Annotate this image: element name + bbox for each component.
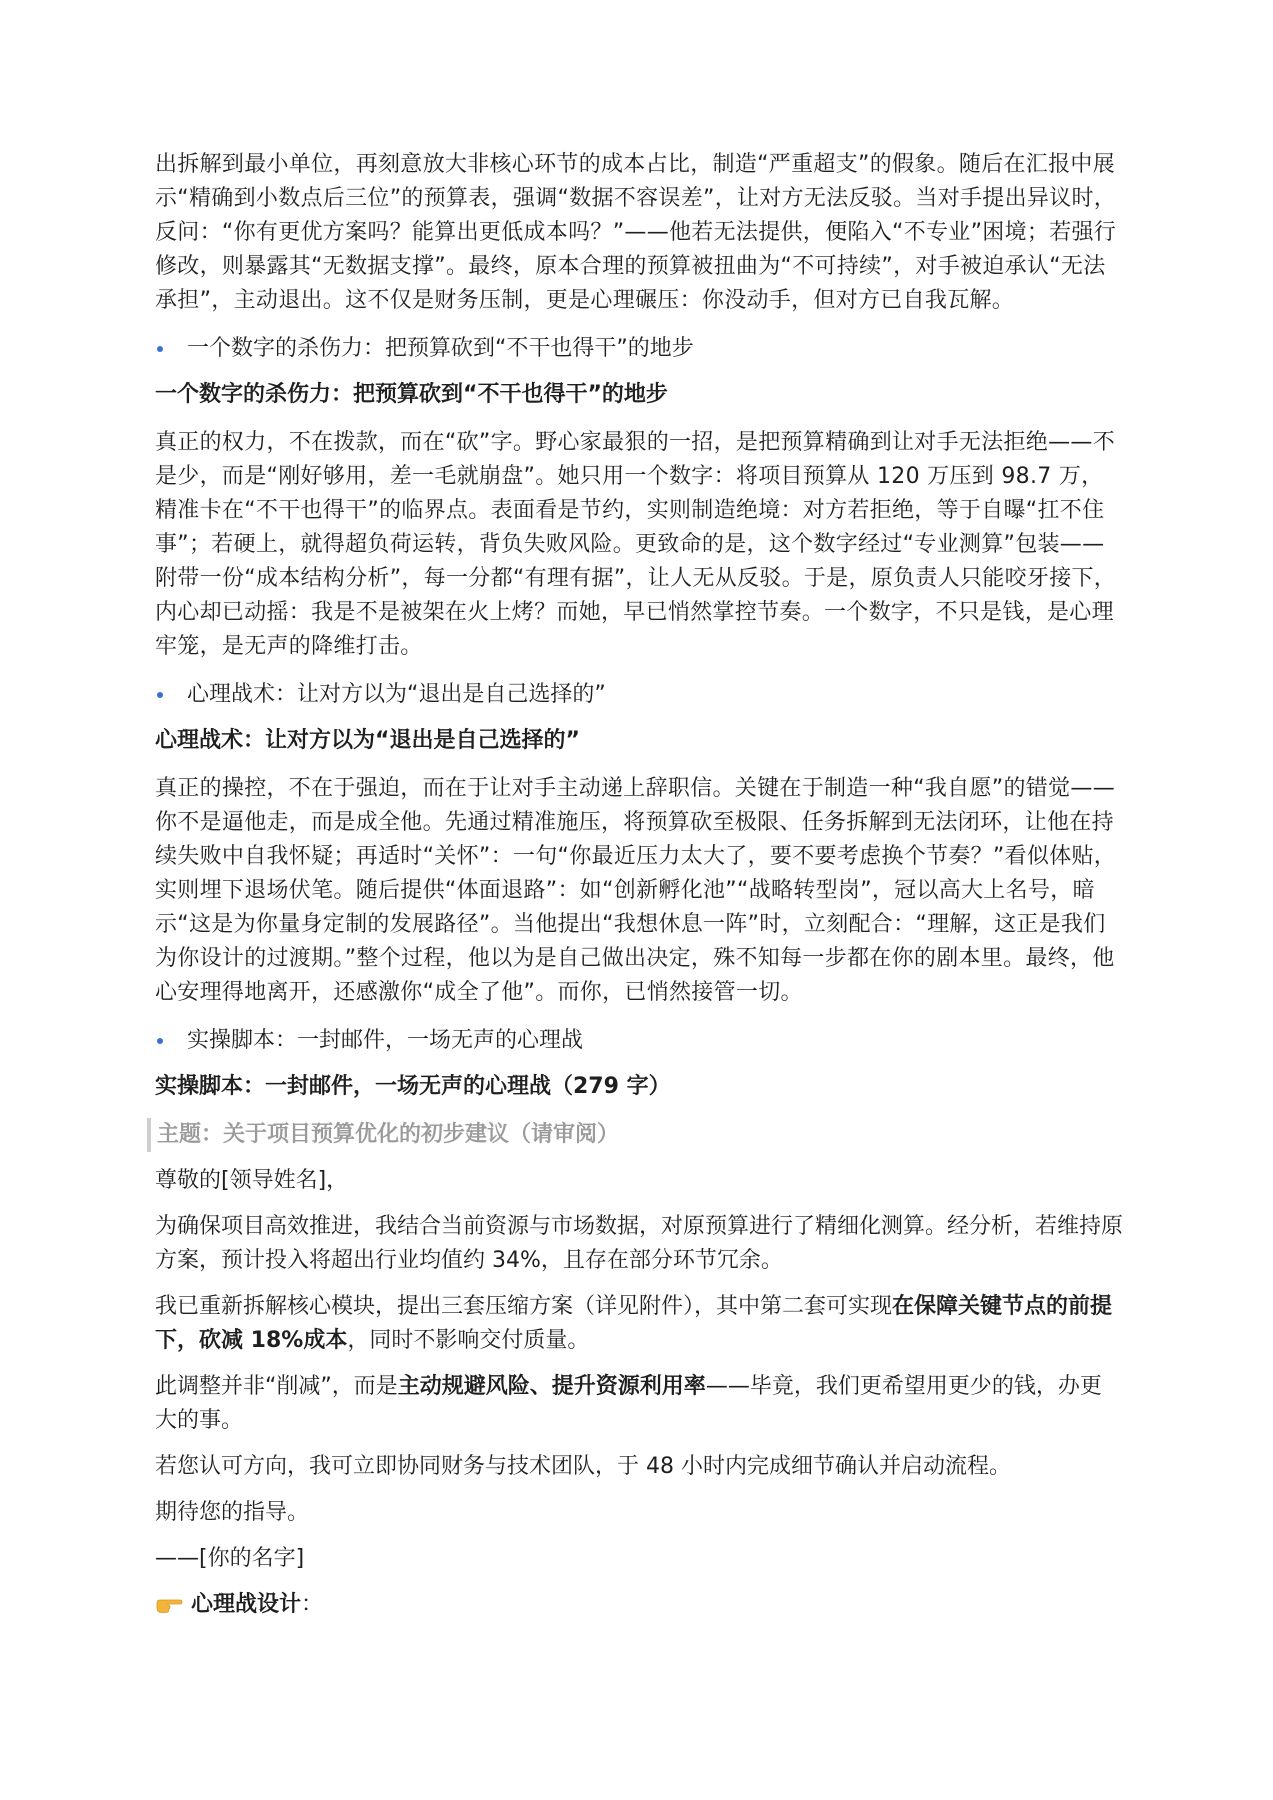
section-heading-script: 实操脚本：一封邮件，一场无声的心理战（279 字） (155, 1074, 671, 1099)
bullet-dot-icon (157, 1038, 163, 1044)
pointing-hand-icon (155, 1593, 183, 1617)
email-signature: ——[你的名字] (155, 1546, 305, 1571)
email-greeting: 尊敬的[领导姓名]， (155, 1168, 349, 1193)
email-p2-text: 我已重新拆解核心模块，提出三套压缩方案（详见附件），其中第二套可实现 (155, 1294, 893, 1319)
intro-paragraph: 出拆解到最小单位，再刻意放大非核心环节的成本占比，制造“严重超支”的假象。随后在汇报中展示“精确到小数点后三位”的预算表，强调“数据不容误差”，让对方无法反驳。当对手提出异议时，反问：“你有更优方案吗？能算出更低成本吗？”——他若无法提供，便陷入“不专业”困境；若强行修改，则暴露其“无数据支撑”。最终，原本合理的预算被扭曲为“不可持续”，对手被迫承认“无法承担”，主动退出。这不仅是财务压制，更是心理碾压：你没动手，但对方已自我瓦解。 (155, 152, 1117, 313)
section-heading-number-power: 一个数字的杀伤力：把预算砍到“不干也得干”的地步 (155, 382, 668, 407)
email-p3-emphasis: 主动规避风险、提升资源利用率 (397, 1374, 706, 1399)
section-body-psych-tactic: 真正的操控，不在于强迫，而在于让对手主动递上辞职信。关键在于制造一种“我自愿”的错觉——你不是逼他走，而是成全他。先通过精准施压，将预算砍至极限、任务拆解到无法闭环，让他在持续失败中自我怀疑；再适时“关怀”：一句“你最近压力太大了，要不要考虑换个节奏？”看似体贴，实则埋下退场伏笔。随后提供“体面退路”：如“创新孵化池”“战略转型岗”，冠以高大上名号，暗示“这是为你量身定制的发展路径”。当他提出“我想休息一阵”时，立刻配合：“理解，这正是我们为你设计的过渡期。”整个过程，他以为是自己做出决定，殊不知每一步都在你的剧本里。最终，他心安理得地离开，还感激你“成全了他”。而你，已悄然接管一切。 (155, 776, 1117, 1005)
email-p2-emphasis: 在保障关键节点的前提下，砍减 18%成本 (155, 1294, 1113, 1353)
email-paragraph-3 (155, 1370, 1123, 1438)
bullet-text: 实操脚本：一封邮件，一场无声的心理战 (187, 1028, 584, 1053)
bullet-item-number-power (155, 332, 1123, 366)
section-body-number-power: 真正的权力，不在拨款，而在“砍”字。野心家最狠的一招，是把预算精确到让对手无法拒绝——不是少，而是“刚好够用，差一毛就崩盘”。她只用一个数字：将项目预算从 120 万压到 98.7 万，精准卡在“不干也得干”的临界点。表面看是节约，实则制造绝境：对方若拒绝，等于自曝“扛不住事”；若硬上，就得超负荷运转，背负失败风险。更致命的是，这个数字经过“专业测算”包装——附带一份“成本结构分析”，每一分都“有理有据”，让人无从反驳。于是，原负责人只能咬牙接下，内心却已动摇：我是不是被架在火上烤？而她，早已悄然掌控节奏。一个数字，不只是钱，是心理牢笼，是无声的降维打击。 (155, 430, 1117, 659)
email-p2-text-end: ，同时不影响交付质量。 (347, 1328, 590, 1353)
bullet-text: 心理战术：让对方以为“退出是自己选择的” (187, 682, 606, 707)
section-heading-psych-tactic: 心理战术：让对方以为“退出是自己选择的” (155, 728, 580, 753)
email-paragraph-2 (155, 1290, 1123, 1358)
bullet-dot-icon (157, 692, 163, 698)
email-p3-text: 此调整并非“削减”，而是 (155, 1374, 398, 1399)
bullet-item-psych-tactic (155, 678, 1123, 712)
bullet-text: 一个数字的杀伤力：把预算砍到“不干也得干”的地步 (187, 336, 694, 361)
bullet-item-script (155, 1024, 1123, 1058)
email-closing: 期待您的指导。 (155, 1500, 310, 1525)
email-subject-quote: 主题：关于项目预算优化的初步建议（请审阅） (147, 1118, 1123, 1152)
psych-design-label: 心理战设计 (191, 1592, 302, 1617)
psych-design-colon: ： (301, 1592, 324, 1617)
email-p3-text-end: ——毕竟，我们更希望用更少的钱，办更大的事。 (155, 1374, 1102, 1433)
bullet-dot-icon (157, 346, 163, 352)
email-paragraph-1: 为确保项目高效推进，我结合当前资源与市场数据，对原预算进行了精细化测算。经分析，若维持原方案，预计投入将超出行业均值约 34%，且存在部分环节冗余。 (155, 1214, 1124, 1273)
document-content (155, 148, 1123, 1622)
psych-design-heading (155, 1588, 1123, 1622)
email-paragraph-4: 若您认可方向，我可立即协同财务与技术团队，于 48 小时内完成细节确认并启动流程。 (155, 1454, 1011, 1479)
